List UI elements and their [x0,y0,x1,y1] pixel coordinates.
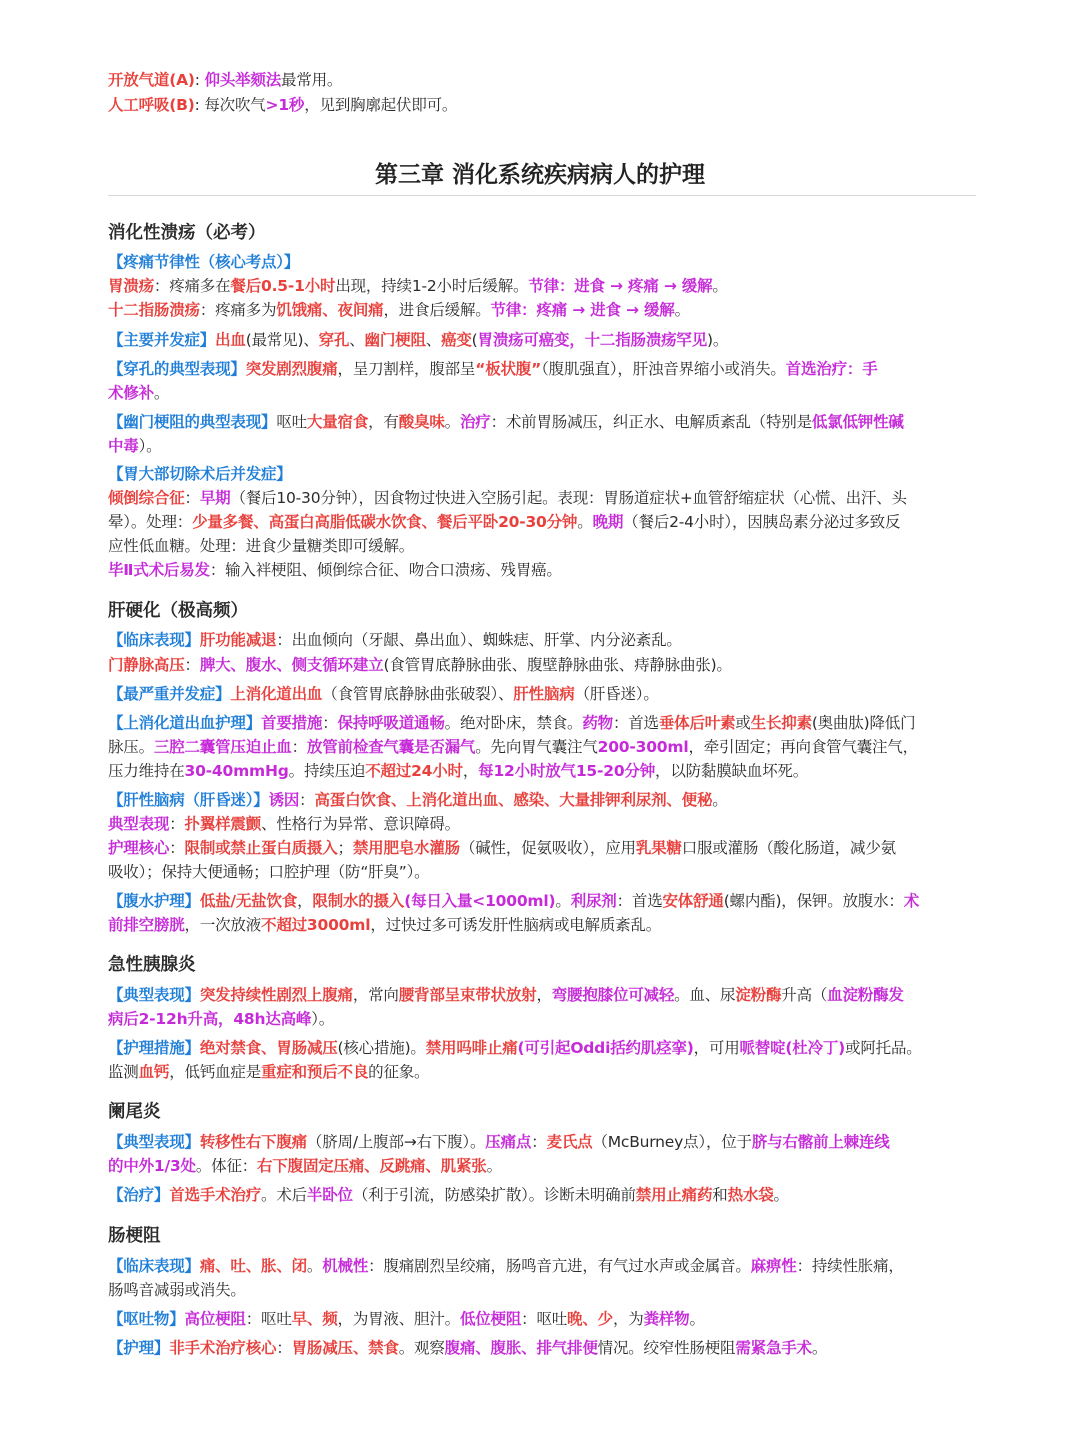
text-segment: 。术后 [261,1186,307,1204]
text-segment: 节律：进食 → 疼痛 → 缓解 [528,277,713,295]
chapter-title: 第三章 消化系统疾病病人的护理 [374,162,705,188]
text-segment: 麦氏点 [546,1133,593,1151]
text-line [108,534,976,558]
text-segment: ， [297,892,313,910]
text-segment: 突发剧烈腹痛 [245,360,338,378]
text-line [108,653,976,677]
text-segment: 肠梗阻 [108,1226,161,1246]
text-segment: 前排空膀胱 [108,916,185,934]
text-segment: 的中外1/3处 [108,1157,196,1175]
text-segment: 餐后0.5-1小时 [230,277,336,295]
text-segment: 脐与右髂前上棘连线 [751,1133,890,1151]
text-segment: 。 [811,1339,828,1357]
text-segment: ： [299,791,315,809]
text-segment: ，有 [368,413,399,431]
text-segment: 突发持续性剧烈上腹痛 [199,986,353,1004]
text-segment: (可引起Oddi括约肌痉挛) [517,1039,694,1057]
text-segment: ，为胃液、胆汁。 [337,1310,460,1328]
text-line [108,860,976,884]
text-segment: 。 [577,513,593,531]
text-line [108,1130,976,1154]
text-segment: : 每次吹气 [194,96,266,114]
text-segment: ：持续性胀痛， [796,1257,904,1275]
text-segment: 右下腹固定压痛、反跳痛、肌紧张 [257,1157,487,1175]
text-segment: ； [337,839,353,857]
text-segment: “板状腹” [475,360,542,378]
text-segment: 病后2-12h升高，48h达高峰 [108,1010,312,1028]
text-segment: 毕Ⅱ式术后易发 [108,561,210,579]
text-line [108,486,976,510]
text-segment: (螺内酯)，保钾。放腹水： [723,892,904,910]
section-heading [108,219,266,244]
text-segment: 【上消化道出血护理】 [108,714,262,732]
text-segment: 血淀粉酶发 [827,986,904,1004]
text-line [108,558,976,582]
text-segment: 。 [773,1186,789,1204]
text-line [108,1183,976,1207]
text-segment: 痛、吐、胀、闭 [199,1257,307,1275]
text-segment: 【主要并发症】 [108,331,216,349]
text-segment: 。 [153,384,170,402]
text-segment: 机械性 [322,1257,369,1275]
text-segment: 、 [425,331,442,349]
text-segment: 肠鸣音减弱或消失。 [108,1281,246,1299]
text-line [108,788,976,812]
text-segment: 安体舒通 [662,892,724,910]
text-segment: ，可用 [693,1039,740,1057]
text-segment: 典型表现 [108,815,170,833]
text-segment: 开放气道(A) [108,71,195,89]
text-segment: 晚期 [592,513,624,531]
text-segment: 高位梗阻 [184,1310,246,1328]
text-segment: 脉压。 [108,738,154,756]
text-segment: 肝性脑病 [513,685,575,703]
text-segment: 【穿孔的典型表现】 [108,360,246,378]
text-segment: 不超过24小时 [365,762,463,780]
text-segment: 高蛋白饮食、上消化道出血、感染、大量排钾利尿剂、便秘 [314,791,713,809]
text-segment: 的征象。 [368,1063,430,1081]
text-segment: （脐周/上腹部→右下腹）。 [306,1133,486,1151]
text-segment: 癌变 [441,331,472,349]
text-line [108,1278,976,1302]
text-line [108,1307,976,1331]
text-segment: 利尿剂 [570,892,617,910]
text-segment: （McBurney点），位于 [592,1133,752,1151]
text-line [108,983,976,1007]
text-segment: 【最严重并发症】 [108,685,231,703]
text-segment: ： [184,656,200,674]
text-segment: 麻痹性 [750,1257,797,1275]
text-segment: 酸臭味 [398,413,445,431]
text-segment: （碱性，促氨吸收），应用 [459,839,636,857]
text-segment: 【护理措施】 [108,1039,200,1057]
text-segment: (食管胃底静脉曲张、腹壁静脉曲张、痔静脉曲张)。 [383,656,732,674]
text-segment: 。 [555,892,571,910]
text-segment: 诱因 [268,791,300,809]
text-line [108,1336,976,1360]
text-segment: 放管前检查气囊是否漏气 [306,738,476,756]
text-line [108,381,976,405]
text-segment: 禁用止痛药 [635,1186,713,1204]
text-segment: ： [531,1133,547,1151]
text-line [108,410,976,434]
text-segment: 或 [735,714,751,732]
text-segment: 限制水的摄入 [312,892,405,910]
text-line [108,510,976,534]
text-segment: 禁用肥皂水灌肠 [352,839,460,857]
text-segment: 急性胰腺炎 [108,955,196,975]
text-segment: ：术前胃肠减压，纠正水、电解质紊乱（特别是 [490,413,812,431]
text-segment: 药物 [582,714,613,732]
text-line [108,274,976,298]
text-line [108,1060,976,1084]
text-segment: 三腔二囊管压迫止血 [153,738,292,756]
text-segment: 饥饿痛、夜间痛 [276,301,384,319]
text-segment: 乳果糖 [635,839,682,857]
text-segment: 哌替啶(杜冷丁) [739,1039,846,1057]
text-segment: 消化性溃疡（必考） [108,223,266,243]
text-segment: 出血 [215,331,246,349]
text-segment: ： [169,839,185,857]
text-segment: ：首选 [616,892,663,910]
text-segment: 【呕吐物】 [108,1310,185,1328]
text-segment: 半卧位 [306,1186,353,1204]
text-segment: 。先向胃气囊注气 [475,738,598,756]
text-line [108,711,976,735]
text-segment: 和 [712,1186,728,1204]
text-segment: 30-40mmHg [184,762,289,780]
text-segment: 热水袋 [727,1186,774,1204]
text-line [108,328,976,352]
text-segment: 生长抑素 [750,714,812,732]
text-segment: 压力维持在 [108,762,185,780]
text-segment: 中毒 [108,437,139,455]
text-segment: 。 [444,413,460,431]
text-segment: 需紧急手术 [735,1339,812,1357]
text-line [108,1007,976,1031]
text-line [108,298,976,322]
text-segment: ：腹痛剧烈呈绞痛，肠鸣音亢进，有气过水声或金属音。 [368,1257,751,1275]
text-segment: 吸收）；保持大便通畅；口腔护理（防“肝臭”）。 [108,863,430,881]
text-segment: ：疼痛多在 [153,277,231,295]
text-segment: 。 [486,1157,502,1175]
text-segment: 治疗 [459,413,491,431]
text-segment: 、性格行为异常、意识障碍。 [261,815,460,833]
text-segment: 首选治疗：手 [785,360,878,378]
text-segment: 弯腰抱膝位可减轻 [551,986,675,1004]
text-segment: ，呈刀割样，腹部呈 [337,360,476,378]
text-segment: 保持呼吸道通畅 [337,714,445,732]
text-segment: 门静脉高压 [108,656,185,674]
text-segment: (核心措施)。 [337,1039,426,1057]
text-segment: 上消化道出血 [230,685,323,703]
text-segment: ，常向 [352,986,399,1004]
text-line [108,357,976,381]
text-segment: （餐后2-4小时），因胰岛素分泌过多致反 [623,513,901,531]
chapter-divider [108,195,976,196]
text-segment: ( [471,331,478,349]
text-segment: 胃溃疡 [108,277,154,295]
text-segment: 术 [903,892,920,910]
text-segment: 口服或灌肠（酸化肠道，减少氨 [681,839,896,857]
text-segment: ：输入袢梗阻、倾倒综合征、吻合口溃疡、残胃癌。 [209,561,562,579]
text-segment: 【胃大部切除术后并发症】 [108,465,292,483]
text-segment: 【肝性脑病（肝昏迷）】 [108,791,269,809]
text-line [108,1254,976,1278]
text-segment: 出现，持续1-2小时后缓解。 [335,277,529,295]
text-line [108,462,976,486]
text-segment: 血钙 [138,1063,170,1081]
text-segment: 早期 [199,489,231,507]
text-segment: 低盐/无盐饮食 [199,892,298,910]
text-segment: 。 [712,791,728,809]
text-segment: （肝昏迷）。 [574,685,659,703]
text-segment: 腰背部呈束带状放射 [398,986,537,1004]
text-segment: 【典型表现】 [108,986,200,1004]
text-segment: 。持续压迫 [288,762,366,780]
text-segment: : [194,71,205,89]
text-segment: 。 [674,301,690,319]
section-heading [108,597,248,622]
text-segment: 护理核心 [108,839,170,857]
text-segment: ）。 [138,437,162,455]
text-segment: 扑翼样震颤 [184,815,262,833]
text-segment: 淀粉酶 [735,986,782,1004]
text-segment: 不超过3000ml [261,916,371,934]
text-segment: ，一次放液 [184,916,262,934]
text-segment: （餐后10-30分钟），因食物过快进入空肠引起。表现：胃肠道症状+血管舒缩症状（心慌、出汗、头 [230,489,907,507]
text-segment: 转移性右下腹痛 [199,1133,307,1151]
text-segment: ： [291,738,307,756]
text-segment: ： [322,714,338,732]
text-segment: 监测 [108,1063,139,1081]
text-segment: 禁用吗啡止痛 [425,1039,518,1057]
text-segment: 非手术治疗核心 [169,1339,277,1357]
text-segment: 垂体后叶素 [658,714,736,732]
text-line [108,913,976,937]
text-line [108,434,976,458]
text-segment: 限制或禁止蛋白质摄入 [184,839,338,857]
text-segment: 首选手术治疗 [169,1186,262,1204]
text-segment: (最常见)、 [245,331,319,349]
text-segment: 首要措施 [261,714,323,732]
text-segment: 大量宿食 [306,413,369,431]
text-segment: 脾大、腹水、侧支循环建立 [199,656,384,674]
text-segment: ）。 [311,1010,335,1028]
text-segment: 腹痛、腹胀、排气排便 [444,1339,598,1357]
text-segment: 【护理】 [108,1339,170,1357]
text-segment: ：呕吐 [521,1310,568,1328]
text-segment: 。血、尿 [674,986,736,1004]
text-segment: 【疼痛节律性（核心考点）】 [108,253,300,271]
text-segment: ： [169,815,185,833]
text-segment: (每日入量<1000ml) [404,892,556,910]
text-segment: (奥曲肽)降低门 [811,714,916,732]
text-segment: 最常用。 [281,71,343,89]
text-line [108,889,976,913]
text-line [108,1036,976,1060]
text-segment: 晚、少 [567,1310,613,1328]
text-segment: 呕吐 [276,413,307,431]
text-segment: 低氯低钾性碱 [811,413,904,431]
section-heading [108,1222,161,1247]
text-segment: 早、频 [291,1310,338,1328]
text-line [108,1154,976,1178]
text-segment: 胃肠减压、禁食 [291,1339,399,1357]
text-segment: 十二指肠溃疡 [108,301,200,319]
text-segment: ，牵引固定；再向食管气囊注气， [688,738,918,756]
text-segment: 【腹水护理】 [108,892,200,910]
text-segment: ， [536,986,552,1004]
text-segment: 【临床表现】 [108,631,200,649]
text-line [108,68,976,92]
text-segment: ： [184,489,200,507]
text-segment: 少量多餐、高蛋白高脂低碳水饮食、餐后平卧20-30分钟 [192,513,578,531]
text-segment: ，为 [612,1310,644,1328]
text-segment: ， [462,762,479,780]
text-segment: （腹肌强直），肝浊音界缩小或消失。 [541,360,786,378]
text-segment: 倾倒综合征 [108,489,185,507]
text-segment: ：首选 [612,714,659,732]
section-heading [108,951,196,976]
text-segment: ：疼痛多为 [199,301,277,319]
text-segment: 低位梗阻 [459,1310,522,1328]
text-segment: ：呕吐 [245,1310,292,1328]
text-line [108,812,976,836]
text-line [108,93,976,117]
text-segment: 【典型表现】 [108,1133,200,1151]
text-segment: ，过快过多可诱发肝性脑病或电解质紊乱。 [370,916,662,934]
text-segment: 肝硬化（极高频） [108,601,248,621]
text-line [108,836,976,860]
text-segment: 。 [689,1310,705,1328]
text-segment: 或阿托品。 [845,1039,922,1057]
text-line [108,759,976,783]
text-segment: 晕）。处理： [108,513,193,531]
text-segment: 。体征： [195,1157,258,1175]
text-segment: 胃溃疡可癌变，十二指肠溃疡罕见 [477,331,708,349]
text-segment: 仰头举颏法 [204,71,282,89]
text-segment: 粪样物 [643,1310,690,1328]
text-segment: 人工呼吸(B) [108,96,195,114]
text-segment: 肝功能减退 [199,631,277,649]
text-segment: )。 [707,331,729,349]
text-segment: 情况。绞窄性肠梗阻 [597,1339,736,1357]
text-segment: 绝对禁食、胃肠减压 [199,1039,338,1057]
text-segment: 。 [712,277,728,295]
text-segment: 。观察 [398,1339,445,1357]
text-segment: 节律：疼痛 → 进食 → 缓解 [490,301,675,319]
text-line [108,682,976,706]
text-segment: ，低钙血症是 [169,1063,262,1081]
text-segment: 幽门梗阻 [364,331,426,349]
text-segment: ： [276,1339,292,1357]
text-segment: 【幽门梗阻的典型表现】 [108,413,277,431]
text-segment: 。绝对卧床，禁食。 [444,714,583,732]
text-segment: 200-300ml [597,738,689,756]
text-segment: 阑尾炎 [108,1102,161,1122]
text-segment: ：出血倾向（牙龈、鼻出血）、蜘蛛痣、肝掌、内分泌紊乱。 [276,631,682,649]
section-heading [108,1098,161,1123]
text-line [108,250,976,274]
text-segment: （食管胃底静脉曲张破裂）、 [322,685,514,703]
text-segment: 穿孔 [318,331,350,349]
text-segment: 、 [349,331,365,349]
text-segment: 【临床表现】 [108,1257,200,1275]
text-segment: ，见到胸廓起伏即可。 [304,96,458,114]
text-segment: >1秒 [265,96,305,114]
text-segment: ，以防黏膜缺血坏死。 [655,762,809,780]
text-line [108,735,976,759]
text-segment: ，进食后缓解。 [383,301,491,319]
text-segment: 应性低血糖。处理：进食少量糖类即可缓解。 [108,537,415,555]
text-segment: 重症和预后不良 [261,1063,369,1081]
text-segment: （利于引流，防感染扩散）。诊断未明确前 [352,1186,636,1204]
text-segment: 每12小时放气15-20分钟 [478,762,656,780]
text-segment: 【治疗】 [108,1186,170,1204]
text-line [108,628,976,652]
text-segment: 。 [306,1257,323,1275]
text-segment: 升高（ [781,986,828,1004]
text-segment: 压痛点 [485,1133,532,1151]
text-segment: 术修补 [108,384,154,402]
